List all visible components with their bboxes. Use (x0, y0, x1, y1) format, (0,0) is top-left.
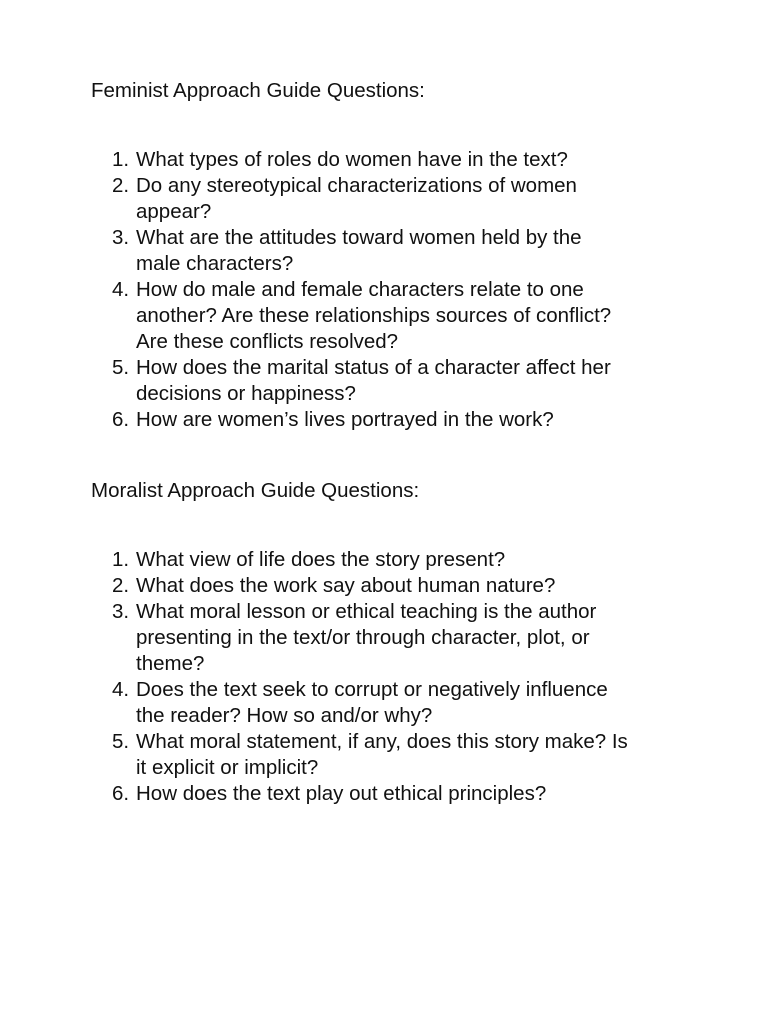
question-item (91, 573, 691, 599)
question-text-line: it explicit or implicit? (136, 756, 319, 779)
moralist-section (91, 478, 691, 807)
question-text-line: decisions or happiness? (136, 382, 356, 405)
question-text-line: How do male and female characters relate to one (136, 278, 584, 301)
question-number: 5. (112, 356, 130, 379)
question-item (91, 277, 691, 355)
question-number: 4. (112, 278, 130, 301)
question-item (91, 407, 691, 433)
question-text-line: appear? (136, 200, 212, 223)
question-item (91, 599, 691, 677)
question-item (91, 677, 691, 729)
moralist-question-list (91, 547, 691, 807)
question-text-line: What does the work say about human nature? (136, 574, 556, 597)
question-text-line: What moral lesson or ethical teaching is the author (136, 600, 597, 623)
feminist-question-list (91, 147, 691, 433)
question-item (91, 355, 691, 407)
question-item (91, 225, 691, 277)
moralist-heading: Moralist Approach Guide Questions: (91, 479, 420, 502)
question-text-line: How does the text play out ethical principles? (136, 782, 547, 805)
question-item (91, 147, 691, 173)
question-text-line: What types of roles do women have in the text? (136, 148, 568, 171)
question-text-line: How are women’s lives portrayed in the work? (136, 408, 554, 431)
question-number: 4. (112, 678, 130, 701)
question-number: 6. (112, 408, 130, 431)
question-number: 1. (112, 548, 130, 571)
question-text-line: the reader? How so and/or why? (136, 704, 433, 727)
feminist-heading: Feminist Approach Guide Questions: (91, 79, 425, 102)
question-number: 2. (112, 174, 130, 197)
question-text-line: How does the marital status of a character affect her (136, 356, 611, 379)
question-text-line: presenting in the text/or through character, plot, or (136, 626, 590, 649)
question-number: 3. (112, 600, 130, 623)
question-text-line: theme? (136, 652, 205, 675)
question-number: 3. (112, 226, 130, 249)
question-item (91, 547, 691, 573)
question-text-line: another? Are these relationships sources of conflict? (136, 304, 612, 327)
question-text-line: What view of life does the story present? (136, 548, 506, 571)
question-text-line: Are these conflicts resolved? (136, 330, 399, 353)
question-number: 2. (112, 574, 130, 597)
question-text-line: Do any stereotypical characterizations of women (136, 174, 577, 197)
question-item (91, 781, 691, 807)
question-number: 6. (112, 782, 130, 805)
question-text-line: male characters? (136, 252, 294, 275)
question-number: 5. (112, 730, 130, 753)
question-text-line: What moral statement, if any, does this story make? Is (136, 730, 628, 753)
question-text-line: Does the text seek to corrupt or negatively influence (136, 678, 608, 701)
question-item (91, 729, 691, 781)
question-text-line: What are the attitudes toward women held by the (136, 226, 582, 249)
question-item (91, 173, 691, 225)
feminist-section (91, 78, 691, 433)
question-number: 1. (112, 148, 130, 171)
